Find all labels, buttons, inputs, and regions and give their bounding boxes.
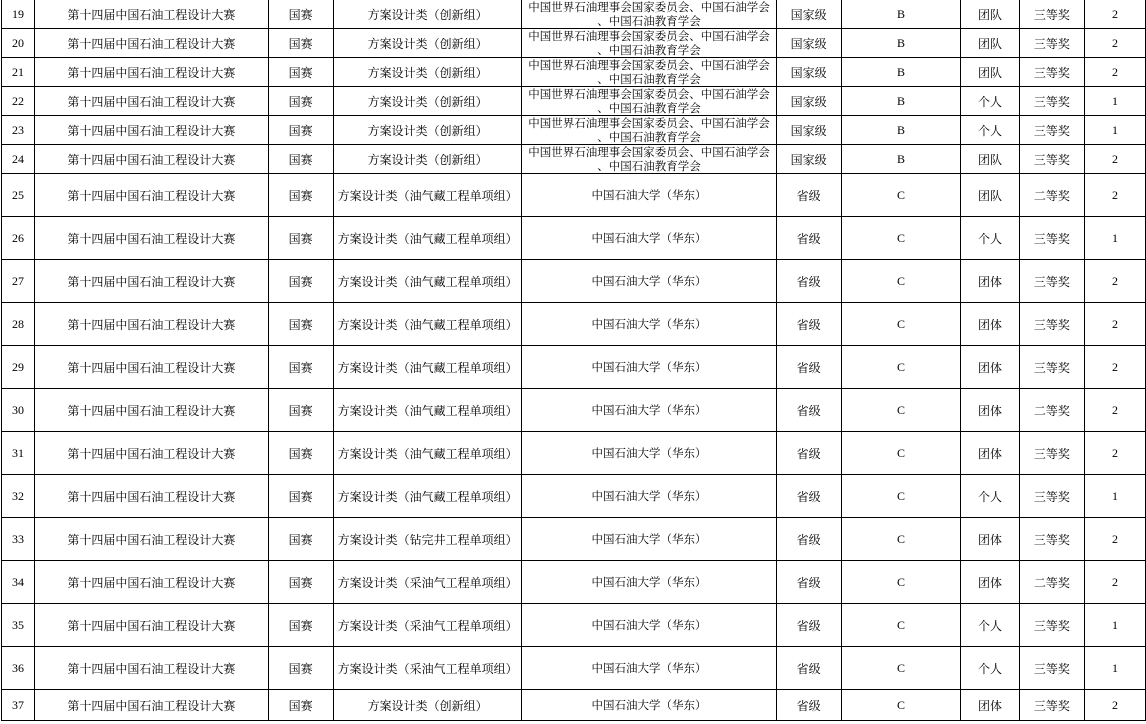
- cell-team-type: 团体: [961, 518, 1019, 561]
- cell-organizer: [522, 604, 776, 647]
- cell-organizer: [522, 647, 776, 690]
- cell-seq: 25: [2, 174, 35, 217]
- cell-category: 方案设计类（油气藏工程单项组）: [333, 475, 522, 518]
- organizer-line: 中国世界石油理事会国家委员会、中国石油学会: [528, 145, 770, 159]
- cell-count: 2: [1084, 260, 1145, 303]
- cell-contest-name: 第十四届中国石油工程设计大赛: [35, 561, 268, 604]
- cell-team-type: 团体: [961, 389, 1019, 432]
- cell-grade: 国家级: [776, 145, 841, 174]
- cell-team-type: 团队: [961, 58, 1019, 87]
- cell-award: 三等奖: [1019, 647, 1084, 690]
- cell-count: 1: [1084, 647, 1145, 690]
- organizer-line: 中国石油大学（华东）: [591, 403, 707, 417]
- cell-contest-level: 国赛: [268, 561, 333, 604]
- cell-organizer: [522, 432, 776, 475]
- cell-contest-name: 第十四届中国石油工程设计大赛: [35, 87, 268, 116]
- cell-seq: 20: [2, 29, 35, 58]
- organizer-line: 、中国石油教育学会: [597, 14, 701, 28]
- table-row: [2, 647, 1146, 690]
- organizer-line: 中国世界石油理事会国家委员会、中国石油学会: [528, 116, 770, 130]
- cell-organizer: [522, 145, 776, 174]
- organizer-line: 中国石油大学（华东）: [591, 489, 707, 503]
- cell-contest-level: 国赛: [268, 303, 333, 346]
- cell-category: 方案设计类（油气藏工程单项组）: [333, 174, 522, 217]
- cell-award: 三等奖: [1019, 346, 1084, 389]
- cell-category: 方案设计类（创新组）: [333, 145, 522, 174]
- cell-award: 三等奖: [1019, 475, 1084, 518]
- cell-organizer: [522, 58, 776, 87]
- cell-category: 方案设计类（油气藏工程单项组）: [333, 346, 522, 389]
- table-row: [2, 432, 1146, 475]
- cell-count: 2: [1084, 690, 1145, 721]
- cell-award: 三等奖: [1019, 432, 1084, 475]
- cell-seq: 31: [2, 432, 35, 475]
- cell-team-type: 团队: [961, 29, 1019, 58]
- cell-organizer: [522, 217, 776, 260]
- organizer-line: 中国石油大学（华东）: [591, 317, 707, 331]
- cell-seq: 19: [2, 0, 35, 29]
- cell-count: 1: [1084, 475, 1145, 518]
- cell-team-type: 团队: [961, 174, 1019, 217]
- cell-seq: 35: [2, 604, 35, 647]
- table-row: [2, 217, 1146, 260]
- cell-class: C: [841, 432, 961, 475]
- cell-class: B: [841, 116, 961, 145]
- cell-count: 1: [1084, 604, 1145, 647]
- cell-team-type: 个人: [961, 647, 1019, 690]
- cell-contest-level: 国赛: [268, 145, 333, 174]
- cell-award: 三等奖: [1019, 29, 1084, 58]
- cell-contest-level: 国赛: [268, 647, 333, 690]
- table-row: [2, 0, 1146, 29]
- table-row: [2, 145, 1146, 174]
- cell-contest-level: 国赛: [268, 217, 333, 260]
- cell-seq: 29: [2, 346, 35, 389]
- organizer-line: 、中国石油教育学会: [597, 43, 701, 57]
- cell-contest-level: 国赛: [268, 518, 333, 561]
- cell-count: 1: [1084, 116, 1145, 145]
- cell-seq: 37: [2, 690, 35, 721]
- cell-grade: 省级: [776, 303, 841, 346]
- cell-team-type: 个人: [961, 116, 1019, 145]
- cell-grade: 省级: [776, 217, 841, 260]
- cell-class: C: [841, 647, 961, 690]
- cell-class: B: [841, 145, 961, 174]
- cell-award: 三等奖: [1019, 217, 1084, 260]
- cell-team-type: 团体: [961, 303, 1019, 346]
- cell-class: C: [841, 604, 961, 647]
- cell-contest-name: 第十四届中国石油工程设计大赛: [35, 346, 268, 389]
- cell-contest-name: 第十四届中国石油工程设计大赛: [35, 303, 268, 346]
- organizer-line: 中国石油大学（华东）: [591, 188, 707, 202]
- cell-class: B: [841, 58, 961, 87]
- organizer-line: 中国世界石油理事会国家委员会、中国石油学会: [528, 29, 770, 43]
- table-row: [2, 58, 1146, 87]
- table-row: [2, 690, 1146, 721]
- table-row: [2, 561, 1146, 604]
- cell-class: C: [841, 346, 961, 389]
- cell-organizer: [522, 87, 776, 116]
- cell-seq: 26: [2, 217, 35, 260]
- cell-contest-name: 第十四届中国石油工程设计大赛: [35, 518, 268, 561]
- cell-category: 方案设计类（创新组）: [333, 58, 522, 87]
- cell-category: 方案设计类（油气藏工程单项组）: [333, 260, 522, 303]
- cell-contest-name: 第十四届中国石油工程设计大赛: [35, 29, 268, 58]
- cell-contest-level: 国赛: [268, 29, 333, 58]
- organizer-line: 中国石油大学（华东）: [591, 231, 707, 245]
- cell-count: 2: [1084, 145, 1145, 174]
- cell-contest-name: 第十四届中国石油工程设计大赛: [35, 389, 268, 432]
- cell-award: 三等奖: [1019, 690, 1084, 721]
- table-row: [2, 303, 1146, 346]
- cell-grade: 国家级: [776, 58, 841, 87]
- organizer-line: 、中国石油教育学会: [597, 72, 701, 86]
- cell-category: 方案设计类（采油气工程单项组）: [333, 647, 522, 690]
- cell-contest-level: 国赛: [268, 116, 333, 145]
- cell-grade: 省级: [776, 647, 841, 690]
- cell-seq: 23: [2, 116, 35, 145]
- cell-organizer: [522, 518, 776, 561]
- cell-class: C: [841, 561, 961, 604]
- cell-contest-name: 第十四届中国石油工程设计大赛: [35, 0, 268, 29]
- cell-contest-name: 第十四届中国石油工程设计大赛: [35, 174, 268, 217]
- cell-team-type: 个人: [961, 604, 1019, 647]
- cell-seq: 22: [2, 87, 35, 116]
- organizer-line: 、中国石油教育学会: [597, 159, 701, 173]
- cell-award: 三等奖: [1019, 116, 1084, 145]
- cell-seq: 21: [2, 58, 35, 87]
- cell-grade: 国家级: [776, 116, 841, 145]
- cell-contest-level: 国赛: [268, 87, 333, 116]
- cell-contest-level: 国赛: [268, 475, 333, 518]
- cell-award: 二等奖: [1019, 174, 1084, 217]
- cell-contest-name: 第十四届中国石油工程设计大赛: [35, 604, 268, 647]
- cell-contest-name: 第十四届中国石油工程设计大赛: [35, 647, 268, 690]
- cell-grade: 省级: [776, 561, 841, 604]
- cell-count: 2: [1084, 389, 1145, 432]
- cell-team-type: 团队: [961, 0, 1019, 29]
- cell-contest-level: 国赛: [268, 174, 333, 217]
- cell-class: C: [841, 260, 961, 303]
- cell-count: 2: [1084, 432, 1145, 475]
- cell-count: 2: [1084, 303, 1145, 346]
- cell-contest-name: 第十四届中国石油工程设计大赛: [35, 475, 268, 518]
- cell-category: 方案设计类（创新组）: [333, 87, 522, 116]
- cell-category: 方案设计类（钻完井工程单项组）: [333, 518, 522, 561]
- organizer-line: 中国石油大学（华东）: [591, 274, 707, 288]
- cell-grade: 国家级: [776, 29, 841, 58]
- organizer-line: 、中国石油教育学会: [597, 101, 701, 115]
- cell-organizer: [522, 389, 776, 432]
- cell-count: 2: [1084, 518, 1145, 561]
- cell-category: 方案设计类（油气藏工程单项组）: [333, 303, 522, 346]
- cell-contest-level: 国赛: [268, 690, 333, 721]
- cell-seq: 33: [2, 518, 35, 561]
- cell-seq: 27: [2, 260, 35, 303]
- cell-seq: 28: [2, 303, 35, 346]
- cell-grade: 省级: [776, 346, 841, 389]
- table-body: [2, 0, 1146, 721]
- cell-class: C: [841, 518, 961, 561]
- cell-category: 方案设计类（油气藏工程单项组）: [333, 389, 522, 432]
- cell-contest-name: 第十四届中国石油工程设计大赛: [35, 260, 268, 303]
- cell-team-type: 团队: [961, 145, 1019, 174]
- table-row: [2, 116, 1146, 145]
- cell-class: C: [841, 303, 961, 346]
- cell-contest-level: 国赛: [268, 346, 333, 389]
- cell-count: 2: [1084, 174, 1145, 217]
- cell-contest-name: 第十四届中国石油工程设计大赛: [35, 432, 268, 475]
- cell-category: 方案设计类（采油气工程单项组）: [333, 604, 522, 647]
- organizer-line: 、中国石油教育学会: [597, 130, 701, 144]
- cell-organizer: [522, 116, 776, 145]
- cell-count: 1: [1084, 87, 1145, 116]
- cell-award: 三等奖: [1019, 145, 1084, 174]
- cell-contest-level: 国赛: [268, 432, 333, 475]
- cell-organizer: [522, 260, 776, 303]
- cell-grade: 省级: [776, 389, 841, 432]
- cell-category: 方案设计类（采油气工程单项组）: [333, 561, 522, 604]
- cell-award: 二等奖: [1019, 561, 1084, 604]
- cell-class: B: [841, 29, 961, 58]
- cell-grade: 省级: [776, 432, 841, 475]
- cell-grade: 省级: [776, 518, 841, 561]
- cell-grade: 国家级: [776, 87, 841, 116]
- cell-team-type: 团体: [961, 260, 1019, 303]
- cell-organizer: [522, 690, 776, 721]
- cell-class: C: [841, 217, 961, 260]
- table-row: [2, 518, 1146, 561]
- cell-category: 方案设计类（创新组）: [333, 29, 522, 58]
- cell-contest-name: 第十四届中国石油工程设计大赛: [35, 145, 268, 174]
- cell-grade: 省级: [776, 690, 841, 721]
- cell-team-type: 团体: [961, 432, 1019, 475]
- organizer-line: 中国石油大学（华东）: [591, 532, 707, 546]
- cell-organizer: [522, 29, 776, 58]
- table-row: [2, 29, 1146, 58]
- cell-seq: 34: [2, 561, 35, 604]
- cell-count: 2: [1084, 29, 1145, 58]
- cell-contest-level: 国赛: [268, 58, 333, 87]
- cell-team-type: 个人: [961, 217, 1019, 260]
- table-row: [2, 389, 1146, 432]
- cell-organizer: [522, 303, 776, 346]
- cell-class: C: [841, 690, 961, 721]
- cell-grade: 省级: [776, 174, 841, 217]
- cell-award: 三等奖: [1019, 58, 1084, 87]
- cell-award: 三等奖: [1019, 303, 1084, 346]
- table-row: [2, 346, 1146, 389]
- cell-award: 三等奖: [1019, 0, 1084, 29]
- cell-count: 2: [1084, 561, 1145, 604]
- table-row: [2, 87, 1146, 116]
- awards-table: [1, 0, 1146, 721]
- cell-category: 方案设计类（创新组）: [333, 116, 522, 145]
- cell-award: 三等奖: [1019, 260, 1084, 303]
- cell-team-type: 团体: [961, 346, 1019, 389]
- organizer-line: 中国石油大学（华东）: [591, 446, 707, 460]
- cell-organizer: [522, 346, 776, 389]
- cell-count: 1: [1084, 217, 1145, 260]
- cell-grade: 国家级: [776, 0, 841, 29]
- cell-contest-level: 国赛: [268, 389, 333, 432]
- cell-team-type: 个人: [961, 475, 1019, 518]
- cell-award: 三等奖: [1019, 87, 1084, 116]
- cell-organizer: [522, 561, 776, 604]
- cell-contest-name: 第十四届中国石油工程设计大赛: [35, 690, 268, 721]
- cell-category: 方案设计类（油气藏工程单项组）: [333, 432, 522, 475]
- cell-organizer: [522, 475, 776, 518]
- table-row: [2, 174, 1146, 217]
- cell-seq: 30: [2, 389, 35, 432]
- cell-count: 2: [1084, 0, 1145, 29]
- cell-class: B: [841, 0, 961, 29]
- cell-seq: 36: [2, 647, 35, 690]
- cell-category: 方案设计类（创新组）: [333, 690, 522, 721]
- cell-count: 2: [1084, 346, 1145, 389]
- cell-seq: 32: [2, 475, 35, 518]
- cell-class: C: [841, 174, 961, 217]
- cell-team-type: 团体: [961, 561, 1019, 604]
- organizer-line: 中国石油大学（华东）: [591, 618, 707, 632]
- table-row: [2, 260, 1146, 303]
- cell-organizer: [522, 0, 776, 29]
- table-row: [2, 604, 1146, 647]
- cell-seq: 24: [2, 145, 35, 174]
- organizer-line: 中国世界石油理事会国家委员会、中国石油学会: [528, 0, 770, 14]
- cell-contest-name: 第十四届中国石油工程设计大赛: [35, 116, 268, 145]
- cell-team-type: 团体: [961, 690, 1019, 721]
- cell-award: 三等奖: [1019, 604, 1084, 647]
- organizer-line: 中国石油大学（华东）: [591, 661, 707, 675]
- cell-grade: 省级: [776, 475, 841, 518]
- organizer-line: 中国石油大学（华东）: [591, 575, 707, 589]
- cell-contest-name: 第十四届中国石油工程设计大赛: [35, 217, 268, 260]
- cell-category: 方案设计类（油气藏工程单项组）: [333, 217, 522, 260]
- organizer-line: 中国世界石油理事会国家委员会、中国石油学会: [528, 58, 770, 72]
- organizer-line: 中国石油大学（华东）: [591, 360, 707, 374]
- cell-contest-level: 国赛: [268, 0, 333, 29]
- cell-class: C: [841, 389, 961, 432]
- table-row: [2, 475, 1146, 518]
- cell-contest-level: 国赛: [268, 604, 333, 647]
- cell-class: C: [841, 475, 961, 518]
- organizer-line: 中国世界石油理事会国家委员会、中国石油学会: [528, 87, 770, 101]
- cell-count: 2: [1084, 58, 1145, 87]
- cell-grade: 省级: [776, 260, 841, 303]
- cell-category: 方案设计类（创新组）: [333, 0, 522, 29]
- cell-award: 三等奖: [1019, 518, 1084, 561]
- cell-class: B: [841, 87, 961, 116]
- cell-team-type: 个人: [961, 87, 1019, 116]
- cell-contest-level: 国赛: [268, 260, 333, 303]
- cell-organizer: [522, 174, 776, 217]
- cell-grade: 省级: [776, 604, 841, 647]
- cell-award: 二等奖: [1019, 389, 1084, 432]
- organizer-line: 中国石油大学（华东）: [591, 698, 707, 712]
- cell-contest-name: 第十四届中国石油工程设计大赛: [35, 58, 268, 87]
